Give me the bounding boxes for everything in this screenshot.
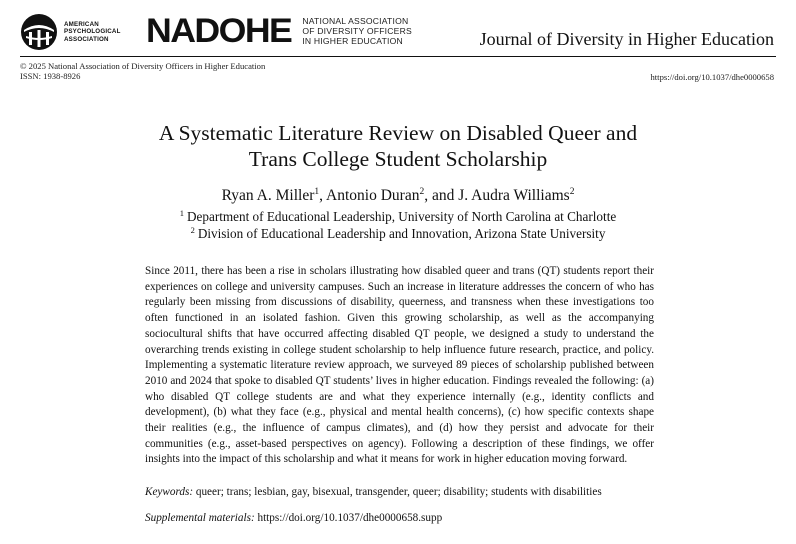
affiliation-text: Department of Educational Leadership, University of North Carolina at Charlotte: [187, 209, 617, 224]
nadohe-logo: [146, 13, 412, 49]
affiliation: [0, 226, 796, 242]
author-list: [0, 186, 796, 206]
author-name: J. Audra Williams: [458, 187, 570, 204]
author-separator: ,: [319, 187, 327, 204]
title-line: Trans College Student Scholarship: [248, 147, 548, 171]
nadohe-line: OF DIVERSITY OFFICERS: [302, 26, 412, 36]
author-affiliation-mark: 1: [314, 187, 320, 197]
abstract: Since 2011, there has been a rise in scholars illustrating how disabled queer and trans (QT) students report their experiences on college and university campuses. Such an increase in literature addresses the concern of who has regularly been missing from discussions of disability, queerness, and transness when these investigations too often functioned in an isolated fashion. Given this growing scholarship, as well as the accompanying sociocultural shifts that have occurred affecting disabled QT people, we designed a study to understand the overarching trends existing in college student scholarship to help influence future research, practice, and policy. Implementing a systematic literature review approach, we surveyed 89 pieces of scholarship published between 2010 and 2024 that spoke to disabled QT students’ lives in higher education. Findings revealed the following: (a) who disabled QT college students are and what they experience internally (e.g., identity conflicts and development), (b) what they face (e.g., physical and mental health concerns), (c) how specific contexts shape their realities (e.g., the influence of campus climates), and (d) how they persist and advocate for their communities (e.g., asset-based perspectives on agency). Following a description of these findings, we offer insights into the impact of this scholarship and what it means for work in higher education moving forward.: [145, 265, 654, 466]
supplemental-materials: [145, 512, 442, 524]
apa-logo: [20, 13, 121, 51]
issn: ISSN: 1938-8926: [20, 70, 81, 81]
supplemental-link[interactable]: https://doi.org/10.1037/dhe0000658.supp: [257, 512, 443, 524]
affiliation-text: Division of Educational Leadership and Innovation, Arizona State University: [197, 226, 606, 241]
author-separator: , and: [424, 187, 459, 204]
affiliation-mark: 2: [190, 225, 195, 235]
article-title: [0, 120, 796, 172]
header-divider: [20, 56, 776, 57]
affiliation-mark: 1: [179, 208, 185, 218]
nadohe-line: IN HIGHER EDUCATION: [302, 36, 403, 46]
journal-title: Journal of Diversity in Higher Education: [479, 29, 774, 49]
nadohe-fullname: [302, 16, 412, 46]
apa-name: [64, 21, 121, 44]
publication-meta: [20, 62, 265, 81]
apa-line: ASSOCIATION: [64, 35, 109, 43]
title-line: A Systematic Literature Review on Disabled Queer and: [158, 121, 638, 145]
keywords: [145, 486, 602, 498]
apa-line: PSYCHOLOGICAL: [64, 28, 121, 36]
apa-line: AMERICAN: [64, 20, 99, 28]
doi-link[interactable]: https://doi.org/10.1037/dhe0000658: [650, 71, 774, 82]
author-affiliation-mark: 2: [419, 187, 425, 197]
nadohe-line: NATIONAL ASSOCIATION: [302, 16, 409, 26]
nadohe-wordmark: NADOHE: [146, 12, 292, 50]
apa-emblem-icon: [20, 13, 58, 51]
author-affiliation-mark: 2: [569, 187, 575, 197]
affiliation: [0, 209, 796, 225]
keywords-text: queer; trans; lesbian, gay, bisexual, transgender, queer; disability; students with disabilities: [195, 486, 602, 498]
author-name: Antonio Duran: [326, 187, 420, 204]
copyright-notice: © 2025 National Association of Diversity Officers in Higher Education: [20, 61, 266, 71]
supplemental-label: Supplemental materials:: [145, 512, 255, 524]
author-name: Ryan A. Miller: [221, 187, 315, 204]
keywords-label: Keywords:: [145, 486, 194, 498]
